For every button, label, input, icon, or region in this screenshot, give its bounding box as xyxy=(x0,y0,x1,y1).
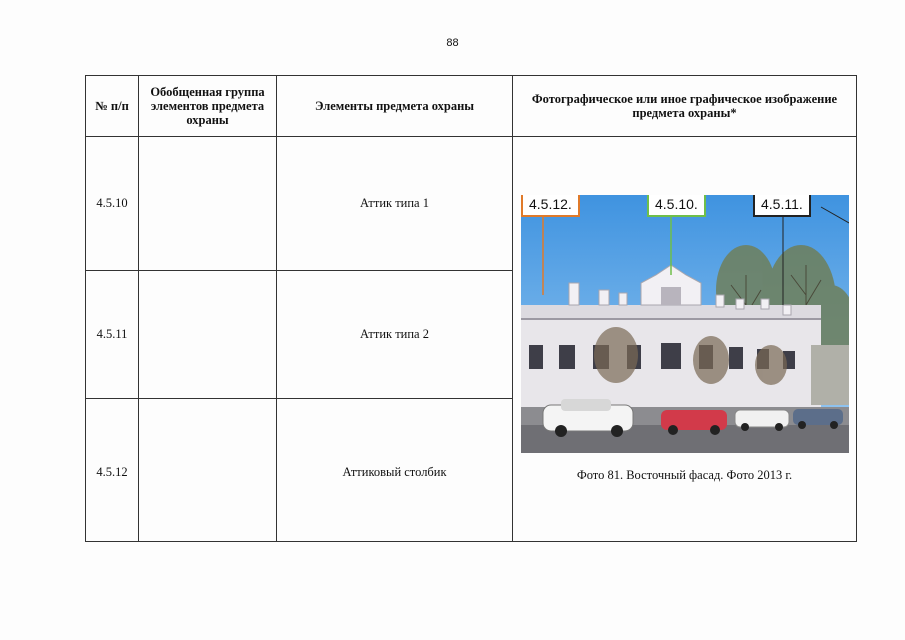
table-row xyxy=(86,137,857,271)
label-4-5-12: 4.5.12. xyxy=(521,195,580,217)
row-number: 4.5.10 xyxy=(86,137,139,271)
header-group: Обобщенная группа элементов предмета охраны xyxy=(139,76,277,137)
table-header-row xyxy=(86,76,857,137)
page-number: 88 xyxy=(446,37,459,49)
facade-photo xyxy=(521,195,849,453)
facade-photo-image xyxy=(521,195,849,453)
row-number: 4.5.12 xyxy=(86,399,139,542)
header-photo xyxy=(513,76,857,137)
protection-elements-table xyxy=(85,75,857,542)
row-group xyxy=(139,137,277,271)
row-group xyxy=(139,399,277,542)
row-number: 4.5.11 xyxy=(86,271,139,399)
label-4-5-11: 4.5.11. xyxy=(753,195,811,217)
row-group xyxy=(139,271,277,399)
photo-cell xyxy=(513,137,857,542)
photo-caption: Фото 81. Восточный фасад. Фото 2013 г. xyxy=(576,468,793,482)
row-element: Аттиковый столбик xyxy=(277,399,513,542)
label-4-5-10: 4.5.10. xyxy=(647,195,706,217)
header-number: № п/п xyxy=(86,76,139,137)
header-elements: Элементы предмета охраны xyxy=(277,76,513,137)
row-element: Аттик типа 1 xyxy=(277,137,513,271)
row-element: Аттик типа 2 xyxy=(277,271,513,399)
header-photo-text: Фотографическое или иное графическое изображение предмета охраны* xyxy=(531,92,838,120)
